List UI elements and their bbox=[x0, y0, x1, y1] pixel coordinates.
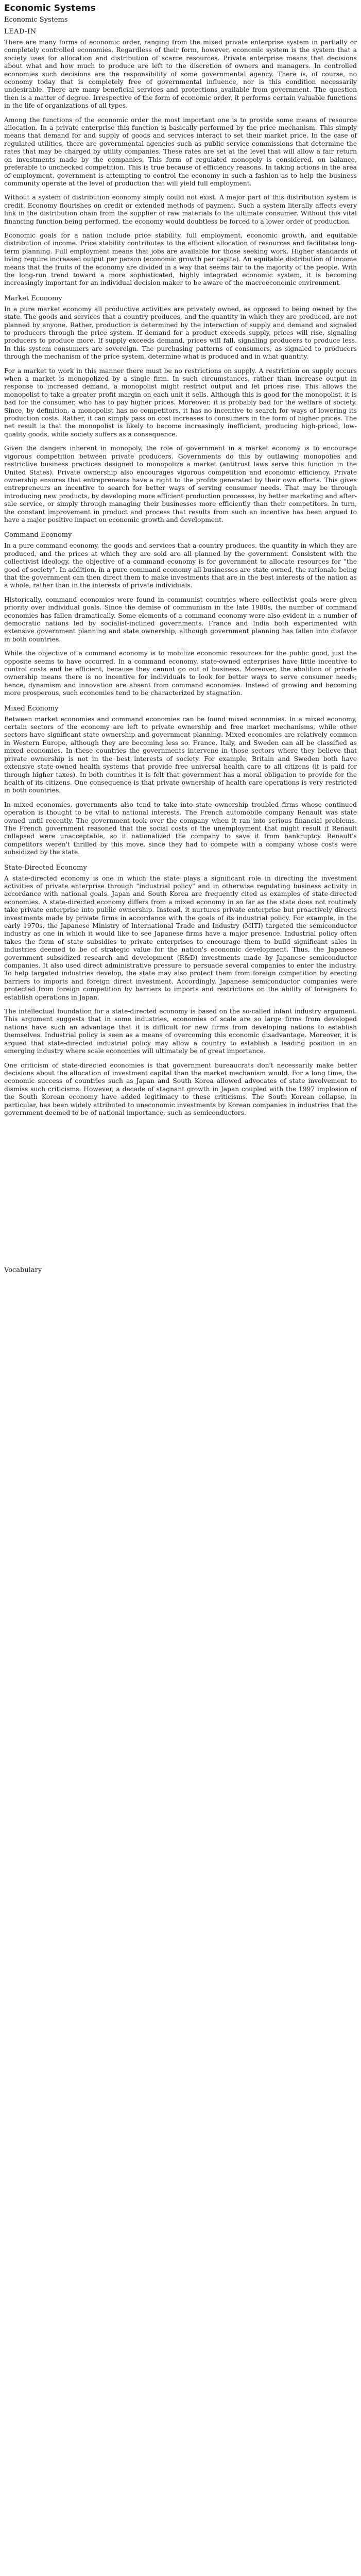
paragraph: Given the dangers inherent in monopoly, the role of government in a market economy is to encourage vigorous competition between private producers. Governments do this by outlawing monopolies and restrictive business practices designed to monopolize a market (antitrust laws serve this function in the United States). Private ownership also encourages vigorous competition and economic efficiency. Private ownership ensures that entrepreneurs have a right to the profits generated by their own efforts. This gives entrepreneurs an incentive to search for better ways of serving consumer needs. That may be through introducing new products, by developing more efficient production processes, by better marketing and after-sale service, or simply through managing their businesses more efficiently than their competitors. In turn, the constant improvement in product and process that results from such an incentive has been argued to have a major positive impact on economic growth and development. bbox=[4, 445, 357, 523]
paragraph: While the objective of a command economy is to mobilize economic resources for the public good, just the opposite seems to have occurred. In a command economy, state-owned enterprises have little incentive to control costs and be efficient, because they cannot go out of business. Moreover, the abolition of private ownership means there is no incentive for individuals to look for better ways to serve consumer needs; hence, dynamism and innovation are absent from command economies. Instead of growing and becoming more prosperous, such economies tend to be characterized by stagnation. bbox=[4, 650, 357, 697]
section-heading: Market Economy bbox=[4, 294, 62, 302]
paragraph: Between market economies and command economies can be found mixed economies. In a mixed economy, certain sectors of the economy are left to private ownership and free market mechanisms, while other sectors have significant state ownership and government planning. Mixed economies are relatively common in Western Europe, although they are becoming less so. France, Italy, and Sweden can all be classified as mixed economies. In these countries the governments intervene in those sectors where they believe that private ownership is not in the best interests of society. For example, Britain and Sweden both have extensive state-owned health systems that provide free universal health care to all citizens (it is paid for through higher taxes). In both countries it is felt that government has a moral obligation to provide for the health of its citizens. One consequence is that private ownership of health care operations is very restricted in both countries. bbox=[4, 715, 357, 794]
section-state-directed-economy bbox=[4, 864, 357, 1117]
section-heading: State-Directed Economy bbox=[4, 863, 87, 872]
document-subtitle: Economic Systems bbox=[4, 16, 68, 24]
section-heading: Mixed Economy bbox=[4, 704, 59, 713]
paragraph: Among the functions of the economic order the most important one is to provide some means of resource allocation. In a private enterprise this function is basically performed by the price mechanism. This simply means that demand for and supply of goods and services interact to set their market price. In the case of regulated utilities, there are governmental agencies such as public service commissions that determine the rates that may be charged by utility companies. These rates are set at the level that will allow a fair return on investments made by the companies. This form of regulated monopoly is considered, on balance, preferable to unchecked competition. This is true because of efficiency reasons. In taking actions in the area of employment, government is attempting to control the economy in such a fashion as to help the business community operate at the level of production that will yield full employment. bbox=[4, 116, 357, 187]
paragraph: The intellectual foundation for a state-directed economy is based on the so-called infant industry argument. This argument suggests that in some industries, economies of scale are so large firms from developed nations have such an advantage that it is difficult for new firms from developing nations to establish themselves. Industrial policy is seen as a means of overcoming this economic disadvantage. Moreover, it is argued that state-directed industrial policy may allow a country to establish a leading position in an emerging industry where scale economies will ultimately be of great importance. bbox=[4, 1008, 357, 1055]
paragraph: There are many forms of economic order, ranging from the mixed private enterprise system in partially or completely controlled economies. Regardless of their form, however, economic system is the system that a society uses for allocation and distribution of scarce resources. Private enterprise means that decisions about what and how much to produce are left to the discretion of owners and managers. In controlled economies such decisions are the responsibility of some governmental agency. There is, of course, no economy today that is completely free of governmental influence, nor is this condition necessarily undesirable. There are many beneficial services and protections available from government. The question then is a matter of degree. Irrespective of the form of economic order, it performs certain valuable functions in the life of organizations of all types. bbox=[4, 39, 357, 110]
vocabulary-heading: Vocabulary bbox=[4, 1266, 42, 1275]
section-command-economy bbox=[4, 531, 357, 697]
paragraph: One criticism of state-directed economies is that government bureaucrats don't necessarily make better decisions about the allocation of investment capital than the market mechanism would. For a long time, the economic success of countries such as Japan and South Korea allowed advocates of state involvement to dismiss such criticisms. However, a decade of stagnant growth in Japan coupled with the 1997 implosion of the South Korean economy have added legitimacy to these criticisms. The South Korean collapse, in particular, has been widely attributed to uneconomic investments by Korean companies in industries that the government deemed to be of national importance, such as semiconductors. bbox=[4, 1061, 357, 1116]
paragraph: A state-directed economy is one in which the state plays a significant role in directing the investment activities of private enterprise through "industrial policy" and in otherwise regulating business activity in accordance with national goals. Japan and South Korea are frequently cited as examples of state-directed economies. A state-directed economy differs from a mixed economy in so far as the state does not routinely take private enterprise into public ownership. Instead, it nurtures private enterprise but proactively directs investments made by private firms in accordance with the goals of its industrial policy. For example, in the early 1970s, the Japanese Ministry of International Trade and Industry (MITI) targeted the semiconductor industry as one in which it would like to see Japanese firms have a major presence. Industrial policy often takes the form of state subsidies to private enterprises to encourage them to build significant sales in industries deemed to be of strategic value for the nation's economic development. Thus, the Japanese government subsidized research and development (R&D) investments made by Japanese semiconductor companies. It also used direct administrative pressure to persuade several companies to enter the industry. To help targeted industries develop, the state may also protect them from foreign competition by erecting barriers to imports and foreign direct investment. Accordingly, Japanese semiconductor companies were protected from foreign competition by barriers to imports and restrictions on the ability of foreigners to establish operations in Japan. bbox=[4, 874, 357, 1001]
section-market-economy bbox=[4, 295, 357, 524]
section-intro bbox=[4, 39, 357, 287]
paragraph: Historically, command economies were found in communist countries where collectivist goals were given priority over individual goals. Since the demise of communism in the late 1980s, the number of command economies has fallen dramatically. Some elements of a command economy were also evident in a number of democratic nations led by socialist-inclined governments. France and India both experimented with extensive government planning and state ownership, although government planning has fallen into disfavor in both countries. bbox=[4, 596, 357, 643]
lead-in-label: LEAD-IN bbox=[4, 28, 37, 36]
document-page bbox=[0, 0, 361, 1274]
paragraph: In a pure market economy all productive activities are privately owned, as opposed to being owned by the state. The goods and services that a country produces, and the quantity in which they are produced, are not planned by anyone. Rather, production is determined by the interaction of supply and demand and signaled to producers through the price system. If demand for a product exceeds supply, prices will rise, signaling producers to produce more. If supply exceeds demand, prices will fall, signaling producers to produce less. In this system consumers are sovereign. The purchasing patterns of consumers, as signaled to producers through the mechanism of the price system, determine what is produced and in what quantity. bbox=[4, 305, 357, 361]
paragraph: In a pure command economy, the goods and services that a country produces, the quantity in which they are produced, and the prices at which they are sold are all planned by the government. Consistent with the collectivist ideology, the objective of a command economy is for government to allocate resources for "the good of society". In addition, in a pure command economy all businesses are state owned, the rationale being that the government can then direct them to make investments that are in the best interests of the nation as a whole, rather than in the interests of private individuals. bbox=[4, 542, 357, 589]
section-mixed-economy bbox=[4, 705, 357, 857]
paragraph: For a market to work in this manner there must be no restrictions on supply. A restriction on supply occurs when a market is monopolized by a single firm. In such circumstances, rather than increase output in response to increased demand, a monopolist might restrict output and let prices rise. This allows the monopolist to take a greater profit margin on each unit it sells. Although this is good for the monopolist, it is bad for the consumer, who has to pay higher prices. Moreover, it is probably bad for the welfare of society. Since, by definition, a monopolist has no competitors, it has no incentive to search for ways of lowering its production costs. Rather, it can simply pass on cost increases to consumers in the form of higher prices. The net result is that the monopolist is likely to become increasingly inefficient, producing high-priced, low-quality goods, while society suffers as a consequence. bbox=[4, 367, 357, 438]
paragraph: Economic goals for a nation include price stability, full employment, economic growth, and equitable distribution of income. Price stability contributes to the efficient allocation of resources and facilitates long-term planning. Full employment means that jobs are available for those seeking work. Higher standards of living require increased output per person (economic growth per capita). An equitable distribution of income means that the fruits of the economy are divided in a way that seems fair to the majority of the people. With the long-run trend toward a more sophisticated, highly integrated economic system, it is becoming increasingly important for an individual decision maker to be aware of the macroeconomic environment. bbox=[4, 231, 357, 287]
section-heading: Command Economy bbox=[4, 531, 72, 539]
paragraph: In mixed economies, governments also tend to take into state ownership troubled firms whose continued operation is thought to be vital to national interests. The French automobile company Renault was state owned until recently. The government took over the company when it ran into serious financial problems. The French government reasoned that the social costs of the unemployment that might result if Renault collapsed were unacceptable, so it nationalized the company to save it from bankruptcy. Renault's competitors weren't thrilled by this move, since they had to compete with a company whose costs were subsidized by the state. bbox=[4, 801, 357, 856]
document-title: Economic Systems bbox=[4, 3, 96, 13]
paragraph: Without a system of distribution economy simply could not exist. A major part of this distribution system is credit. Economy flourishes on credit or extended methods of payment. Such a system literally affects every link in the distribution chain from the supplier of raw materials to the ultimate consumer. Without this vital financing function being performed, the economy would doubtless be forced to a lower order of production. bbox=[4, 194, 357, 225]
